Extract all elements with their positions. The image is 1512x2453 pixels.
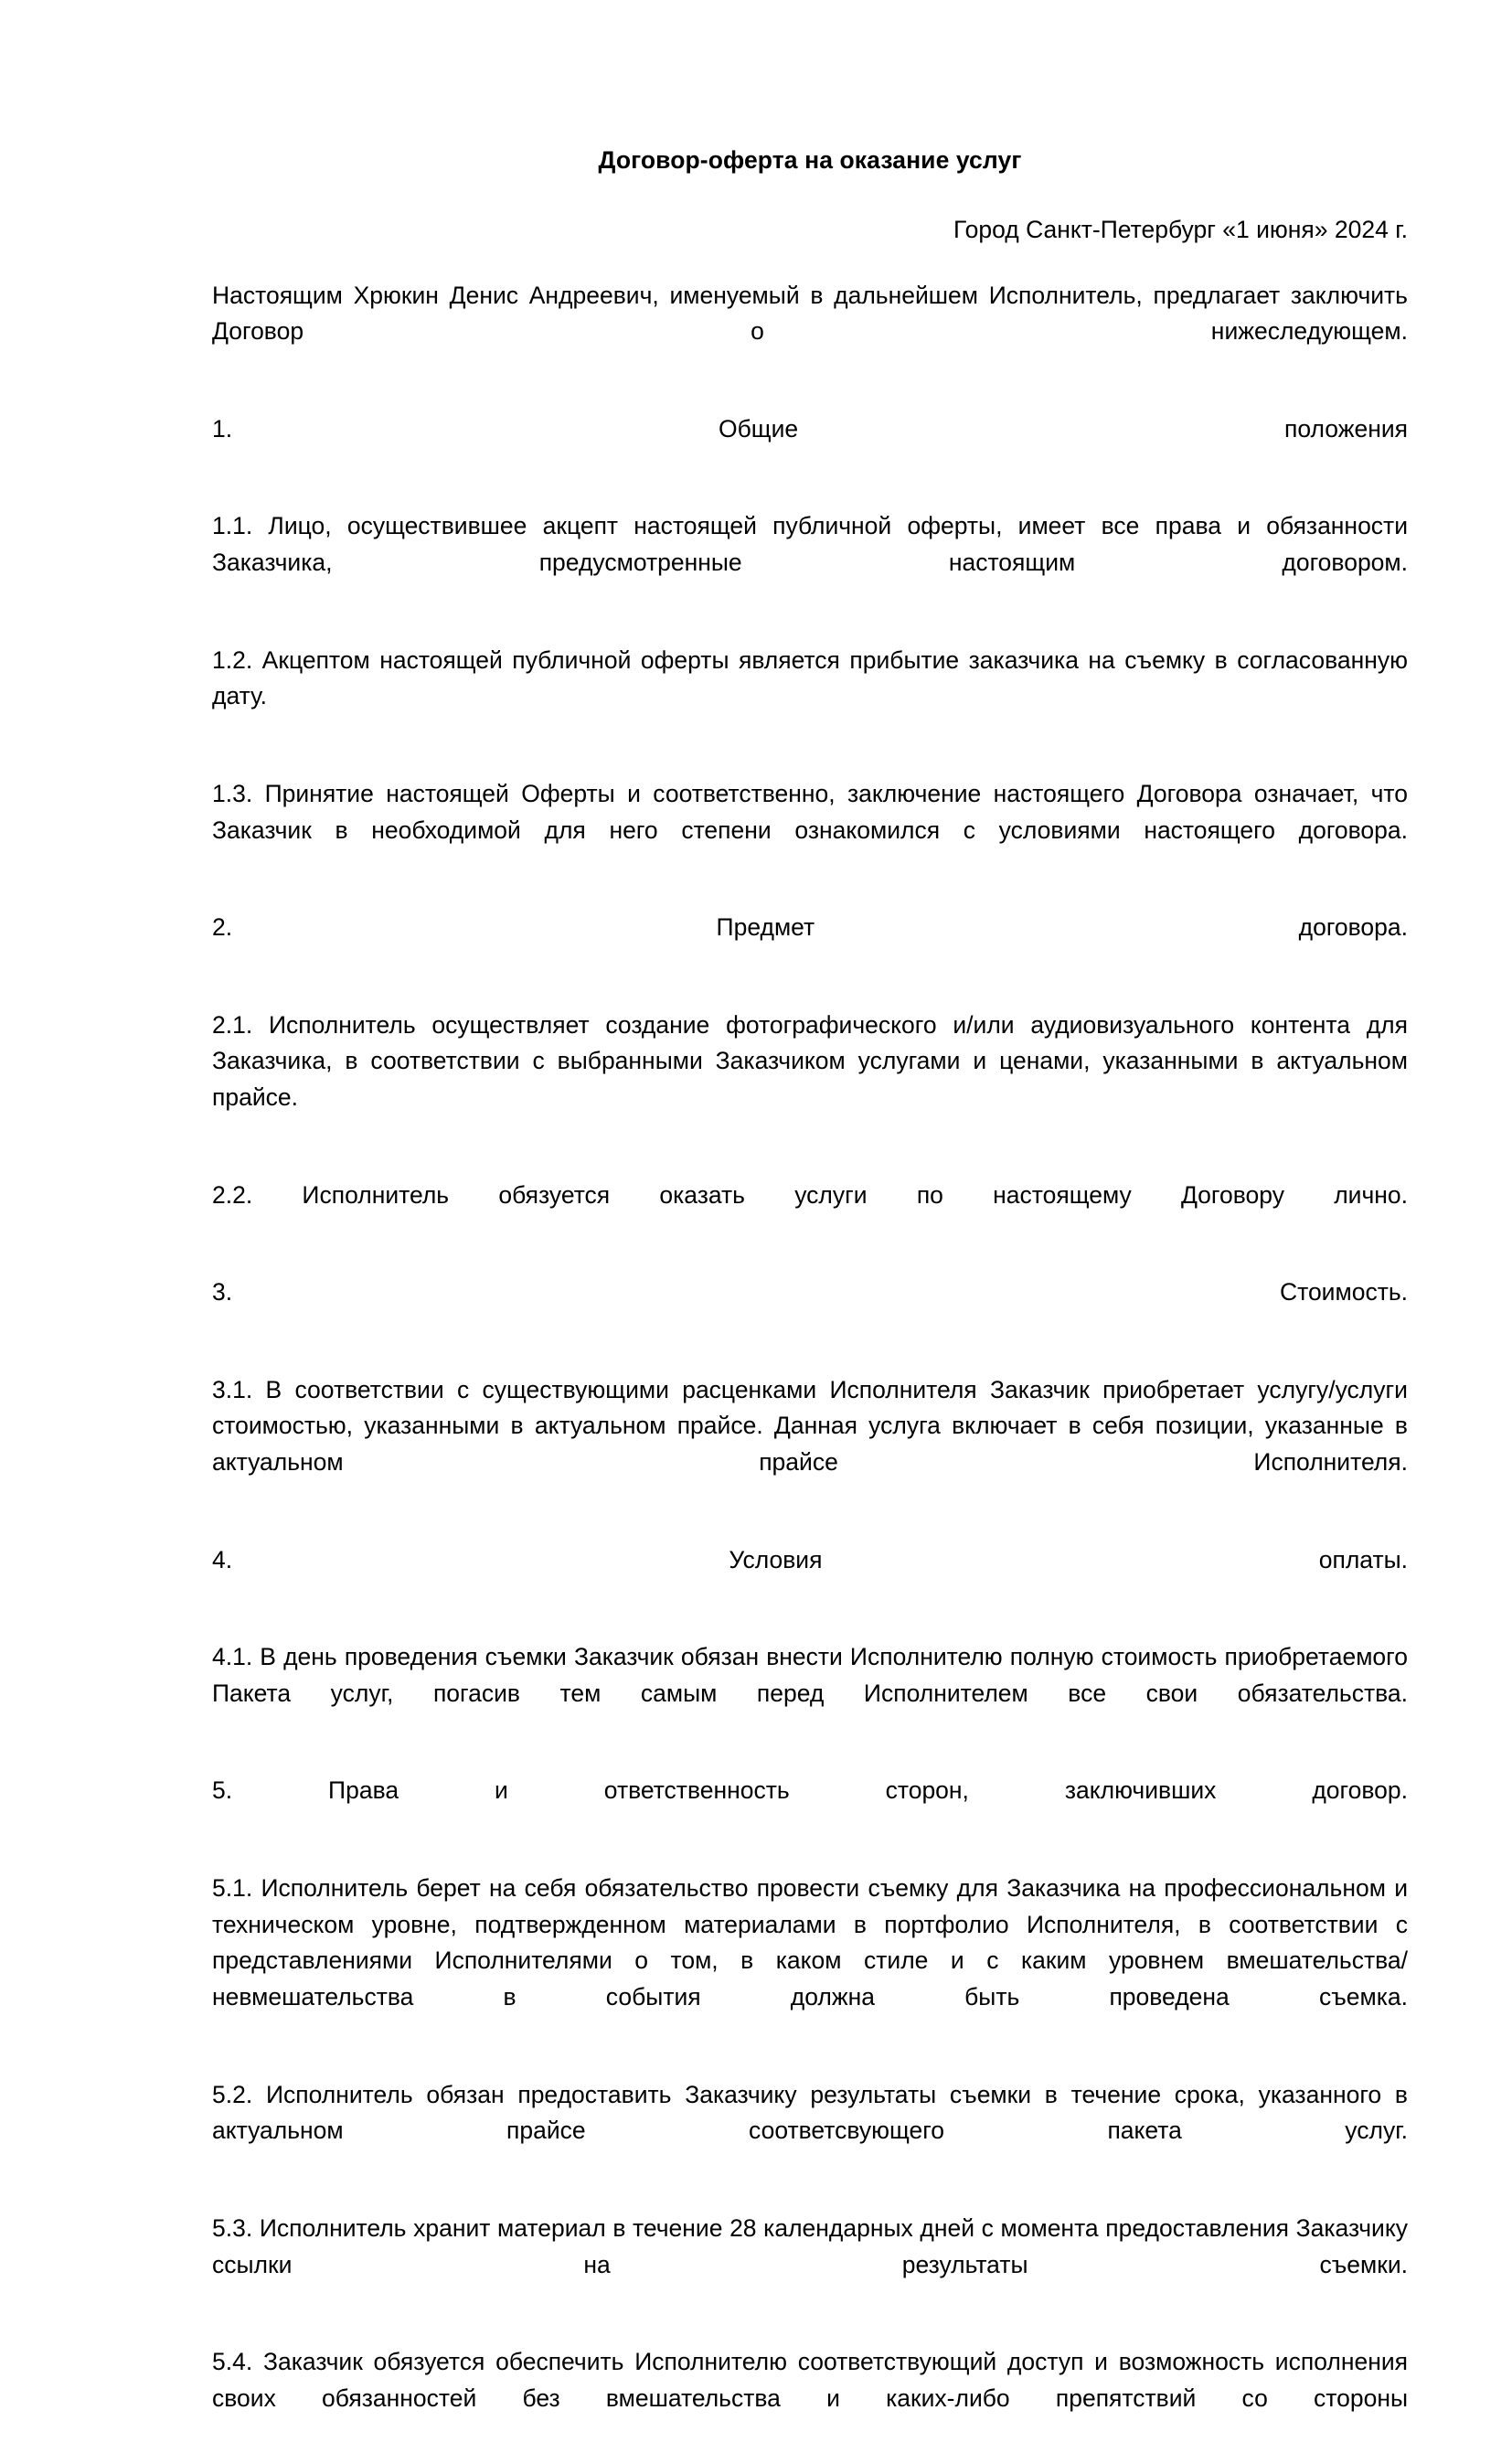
clause-1-3: 1.3. Принятие настоящей Оферты и соответственно, заключение настоящего Договора означает, что Заказчик в необходимой для него степени ознакомился с условиями настоящего договора. [212,779,1408,844]
section-heading-1: 1. Общие положения [212,414,1408,443]
clause-1-2: 1.2. Акцептом настоящей публичной оферты является прибытие заказчика на съемку в согласованную дату. [212,645,1408,710]
clause-5-1: 5.1. Исполнитель берет на себя обязательство провести съемку для Заказчика на профессиональном и техническом уровне, подтвержденном материалами в портфолио Исполнителя, в соответствии с представлениями Исполнителями о том, в каком стиле и с каким уровнем вмешательства/невмешательства в события должна быть проведена съемка. [212,1873,1408,2011]
section-heading-3: 3. Стоимость. [212,1278,1408,1306]
intro-paragraph: Настоящим Хрюкин Денис Андреевич, именуемый в дальнейшем Исполнитель, предлагает заключить Договор о нижеследующем. [212,281,1408,346]
clause-2-1: 2.1. Исполнитель осуществляет создание фотографического и/или аудиовизуального контента для Заказчика, в соответствии с выбранными Заказчиком услугами и ценами, указанными в актуальном прайсе. [212,1010,1408,1112]
clause-4-1: 4.1. В день проведения съемки Заказчик обязан внести Исполнителю полную стоимость приобретаемого Пакета услуг, погасив тем самым перед Исполнителем все свои обязательства. [212,1643,1408,1707]
document-body [212,144,1408,2453]
place-and-date-line: Город Санкт-Петербург «1 июня» 2024 г. [953,215,1408,243]
clause-5-2: 5.2. Исполнитель обязан предоставить Заказчику результаты съемки в течение срока, указанного в актуальном прайсе соответсвующего пакета услуг. [212,2080,1408,2145]
section-heading-4: 4. Условия оплаты. [212,1545,1408,1573]
clause-1-1: 1.1. Лицо, осуществившее акцепт настоящей публичной оферты, имеет все права и обязанности Заказчика, предусмотренные настоящим договором. [212,512,1408,577]
clause-5-3: 5.3. Исполнитель хранит материал в течение 28 календарных дней с момента предоставления Заказчику ссылки на результаты съемки. [212,2213,1408,2278]
section-heading-2: 2. Предмет договора. [212,913,1408,942]
clause-5-4: 5.4. Заказчик обязуется обеспечить Исполнителю соответствующий доступ и возможность исполнения своих обязанностей без вмешательства и каких-либо препятствий со стороны [212,2348,1408,2412]
clause-3-1: 3.1. В соответствии с существующими расценками Исполнителя Заказчик приобретает услугу/услуги стоимостью, указанными в актуальном прайсе. Данная услуга включает в себя позиции, указанные в актуальном прайсе Исполнителя. [212,1375,1408,1477]
clause-2-2: 2.2. Исполнитель обязуется оказать услуги по настоящему Договору лично. [212,1180,1408,1209]
section-heading-5: 5. Права и ответственность сторон, заключивших договор. [212,1776,1408,1805]
page-title: Договор-оферта на оказание услуг [598,146,1022,174]
